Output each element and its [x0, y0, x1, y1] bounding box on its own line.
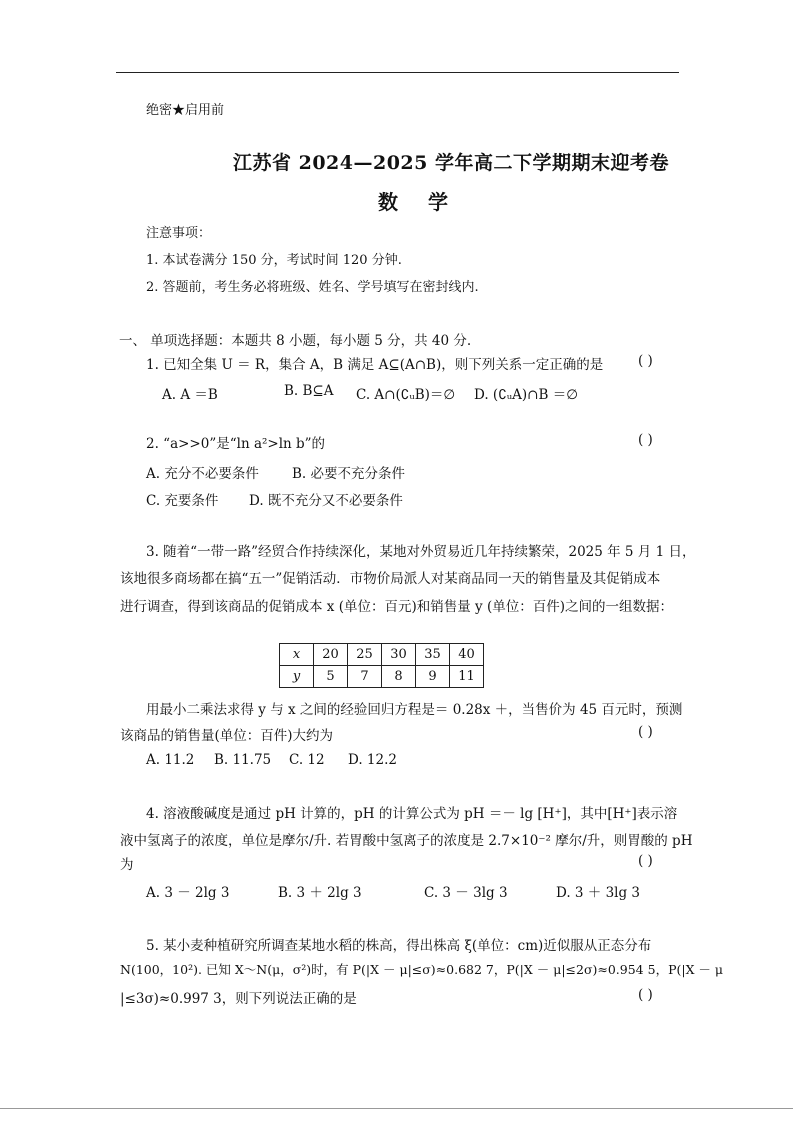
notes-heading: 注意事项：: [146, 226, 212, 241]
q2-option-d: D. 既不充分又不必要条件: [249, 493, 403, 509]
table-header-x: x: [280, 644, 314, 666]
question-4-line: 液中氢离子的浓度，单位是摩尔/升. 若胃酸中氢离子的浓度是 2.7×10⁻² 摩尔/升，则胃酸的 pH: [120, 833, 693, 849]
question-5-line: |≤3σ)≈0.997 3，则下列说法正确的是: [120, 991, 357, 1007]
table-cell: 35: [416, 644, 450, 666]
q4-option-c: C. 3 － 3lg 3: [424, 885, 508, 901]
exam-title: 江苏省 2024—2025 学年高二下学期期末迎考卷: [233, 152, 669, 174]
table-row: [280, 666, 484, 688]
notes-item: 2. 答题前，考生务必将班级、姓名、学号填写在密封线内.: [146, 280, 479, 295]
table-cell: 9: [416, 666, 450, 688]
table-cell: 11: [450, 666, 484, 688]
q2-option-c: C. 充要条件: [146, 493, 219, 509]
table-cell: 7: [348, 666, 382, 688]
answer-paren: ( ): [638, 353, 653, 369]
answer-paren: ( ): [638, 853, 653, 869]
table-cell: 25: [348, 644, 382, 666]
question-3-line: 用最小二乘法求得 y 与 x 之间的经验回归方程是＝ 0.28x ＋，当售价为 45 百元时，预测: [146, 702, 683, 718]
bottom-rule: [0, 1108, 793, 1109]
question-4-line: 4. 溶液酸碱度是通过 pH 计算的，pH 的计算公式为 pH ＝－ lg [H⁺]，其中[H⁺]表示溶: [146, 806, 678, 822]
answer-paren: ( ): [638, 724, 653, 740]
q1-option-c: C. A∩(∁ᵤB)＝∅: [356, 387, 456, 403]
question-2-stem: 2. “a>>0”是“ln a²>ln b”的: [146, 436, 326, 452]
q2-option-a: A. 充分不必要条件: [146, 466, 259, 482]
question-3-line: 进行调查，得到该商品的促销成本 x (单位：百元)和销售量 y (单位：百件)之间的一组数据：: [120, 599, 673, 615]
notes-item: 1. 本试卷满分 150 分，考试时间 120 分钟.: [146, 253, 402, 268]
subject-title: 数学: [378, 190, 478, 214]
table-cell: 40: [450, 644, 484, 666]
q3-option-a: A. 11.2: [146, 752, 195, 768]
top-rule: [116, 72, 679, 73]
question-3-line: 该地很多商场都在搞“五一”促销活动．市物价局派人对某商品同一天的销售量及其促销成本: [120, 571, 661, 587]
q1-option-a: A. A ＝B: [162, 387, 218, 403]
question-5-line: 5. 某小麦种植研究所调查某地水稻的株高，得出株高 ξ(单位：cm)近似服从正态分布: [146, 938, 652, 954]
table-header-y: y: [280, 666, 314, 688]
table-cell: 8: [382, 666, 416, 688]
data-table: [279, 643, 484, 688]
answer-paren: ( ): [638, 987, 653, 1003]
question-1-stem: 1. 已知全集 U ＝ R，集合 A，B 满足 A⊆(A∩B)，则下列关系一定正确的是: [146, 357, 604, 373]
q3-option-d: D. 12.2: [348, 752, 397, 768]
q4-option-a: A. 3 － 2lg 3: [146, 885, 230, 901]
q4-option-d: D. 3 ＋ 3lg 3: [556, 885, 641, 901]
question-4-line: 为: [120, 857, 134, 873]
q2-option-b: B. 必要不充分条件: [292, 466, 406, 482]
q1-option-b: B. B⊆A: [284, 383, 334, 399]
q4-option-b: B. 3 ＋ 2lg 3: [278, 885, 362, 901]
table-cell: 20: [314, 644, 348, 666]
table-cell: 5: [314, 666, 348, 688]
secret-mark: 绝密★启用前: [146, 103, 225, 118]
q3-option-c: C. 12: [289, 752, 325, 768]
table-cell: 30: [382, 644, 416, 666]
section-heading: 一、 单项选择题：本题共 8 小题，每小题 5 分，共 40 分.: [119, 333, 472, 349]
question-3-line: 3. 随着“一带一路”经贸合作持续深化，某地对外贸易近几年持续繁荣，2025 年 5 月 1 日，: [146, 544, 696, 560]
table-row: [280, 644, 484, 666]
question-3-line: 该商品的销售量(单位：百件)大约为: [120, 728, 334, 744]
answer-paren: ( ): [638, 432, 653, 448]
question-5-line: N(100，10²). 已知 X～N(μ，σ²)时，有 P(|X － μ|≤σ)≈0.682 7，P(|X － μ|≤2σ)≈0.954 5，P(|X － μ: [120, 962, 724, 977]
q1-option-d: D. (∁ᵤA)∩B ＝∅: [474, 387, 578, 403]
q3-option-b: B. 11.75: [214, 752, 272, 768]
